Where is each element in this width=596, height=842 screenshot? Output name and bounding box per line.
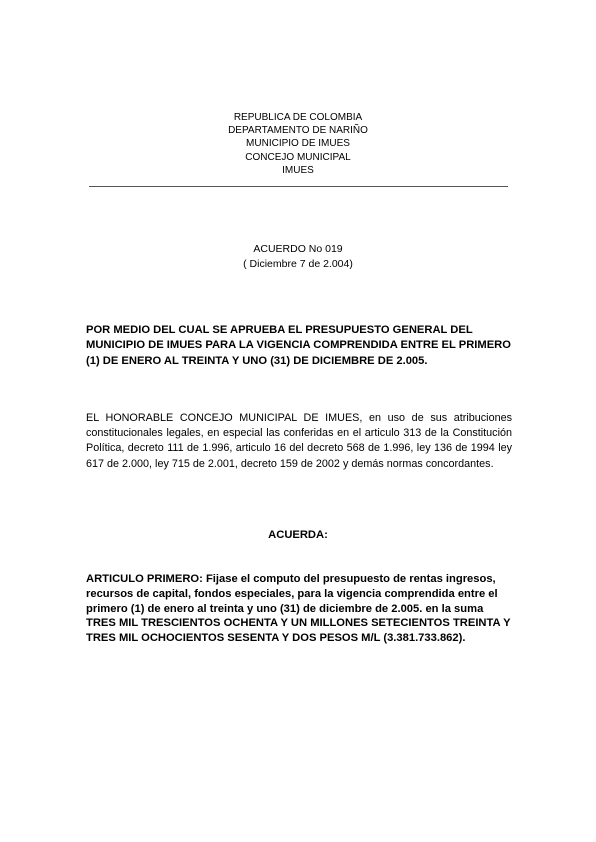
header-council: CONCEJO MUNICIPAL bbox=[245, 151, 351, 163]
header-country: REPUBLICA DE COLOMBIA bbox=[233, 112, 363, 123]
agreement-date: ( Diciembre 7 de 2.004) bbox=[243, 258, 353, 270]
header-municipality: MUNICIPIO DE IMUES bbox=[246, 138, 350, 150]
document-title: POR MEDIO DEL CUAL SE APRUEBA EL PRESUPUESTO GENERAL DEL MUNICIPIO DE IMUES PARA LA VIGENCIA COMPRENDIDA ENTRE EL PRIMERO (1) DE ENERO AL TREINTA Y UNO (31) DE DICIEMBRE DE 2.005. bbox=[86, 324, 511, 367]
header-town: IMUES bbox=[282, 164, 314, 176]
agreement-heading bbox=[0, 242, 596, 272]
header-department: DEPARTAMENTO DE NARIÑO bbox=[228, 125, 368, 137]
acuerda-heading: ACUERDA: bbox=[268, 529, 328, 541]
header-divider bbox=[89, 186, 508, 187]
preamble-paragraph: EL HONORABLE CONCEJO MUNICIPAL DE IMUES, en uso de sus atribuciones constitucionales legales, en especial las conferidas en el articulo 313 de la Constitución Política, decreto 111 de 1.996, articulo 16 del decreto 568 de 1.996, ley 136 de 1994 ley 617 de 2.000, ley 715 de 2.001, decreto 159 de 2002 y demás normas concordantes. bbox=[86, 412, 512, 470]
agreement-number: ACUERDO No 019 bbox=[253, 243, 343, 255]
article-first-paragraph: ARTICULO PRIMERO: Fijase el computo del presupuesto de rentas ingresos, recursos de capital, fondos especiales, para la vigencia comprendida entre el primero (1) de enero al treinta y uno (31) de diciembre de 2.005. en la suma TRES MIL TRESCIENTOS OCHENTA Y UN MILLONES SETECIENTOS TREINTA Y TRES MIL OCHOCIENTOS SESENTA Y DOS PESOS M/L (3.381.733.862). bbox=[86, 573, 511, 645]
document-header bbox=[0, 111, 596, 177]
